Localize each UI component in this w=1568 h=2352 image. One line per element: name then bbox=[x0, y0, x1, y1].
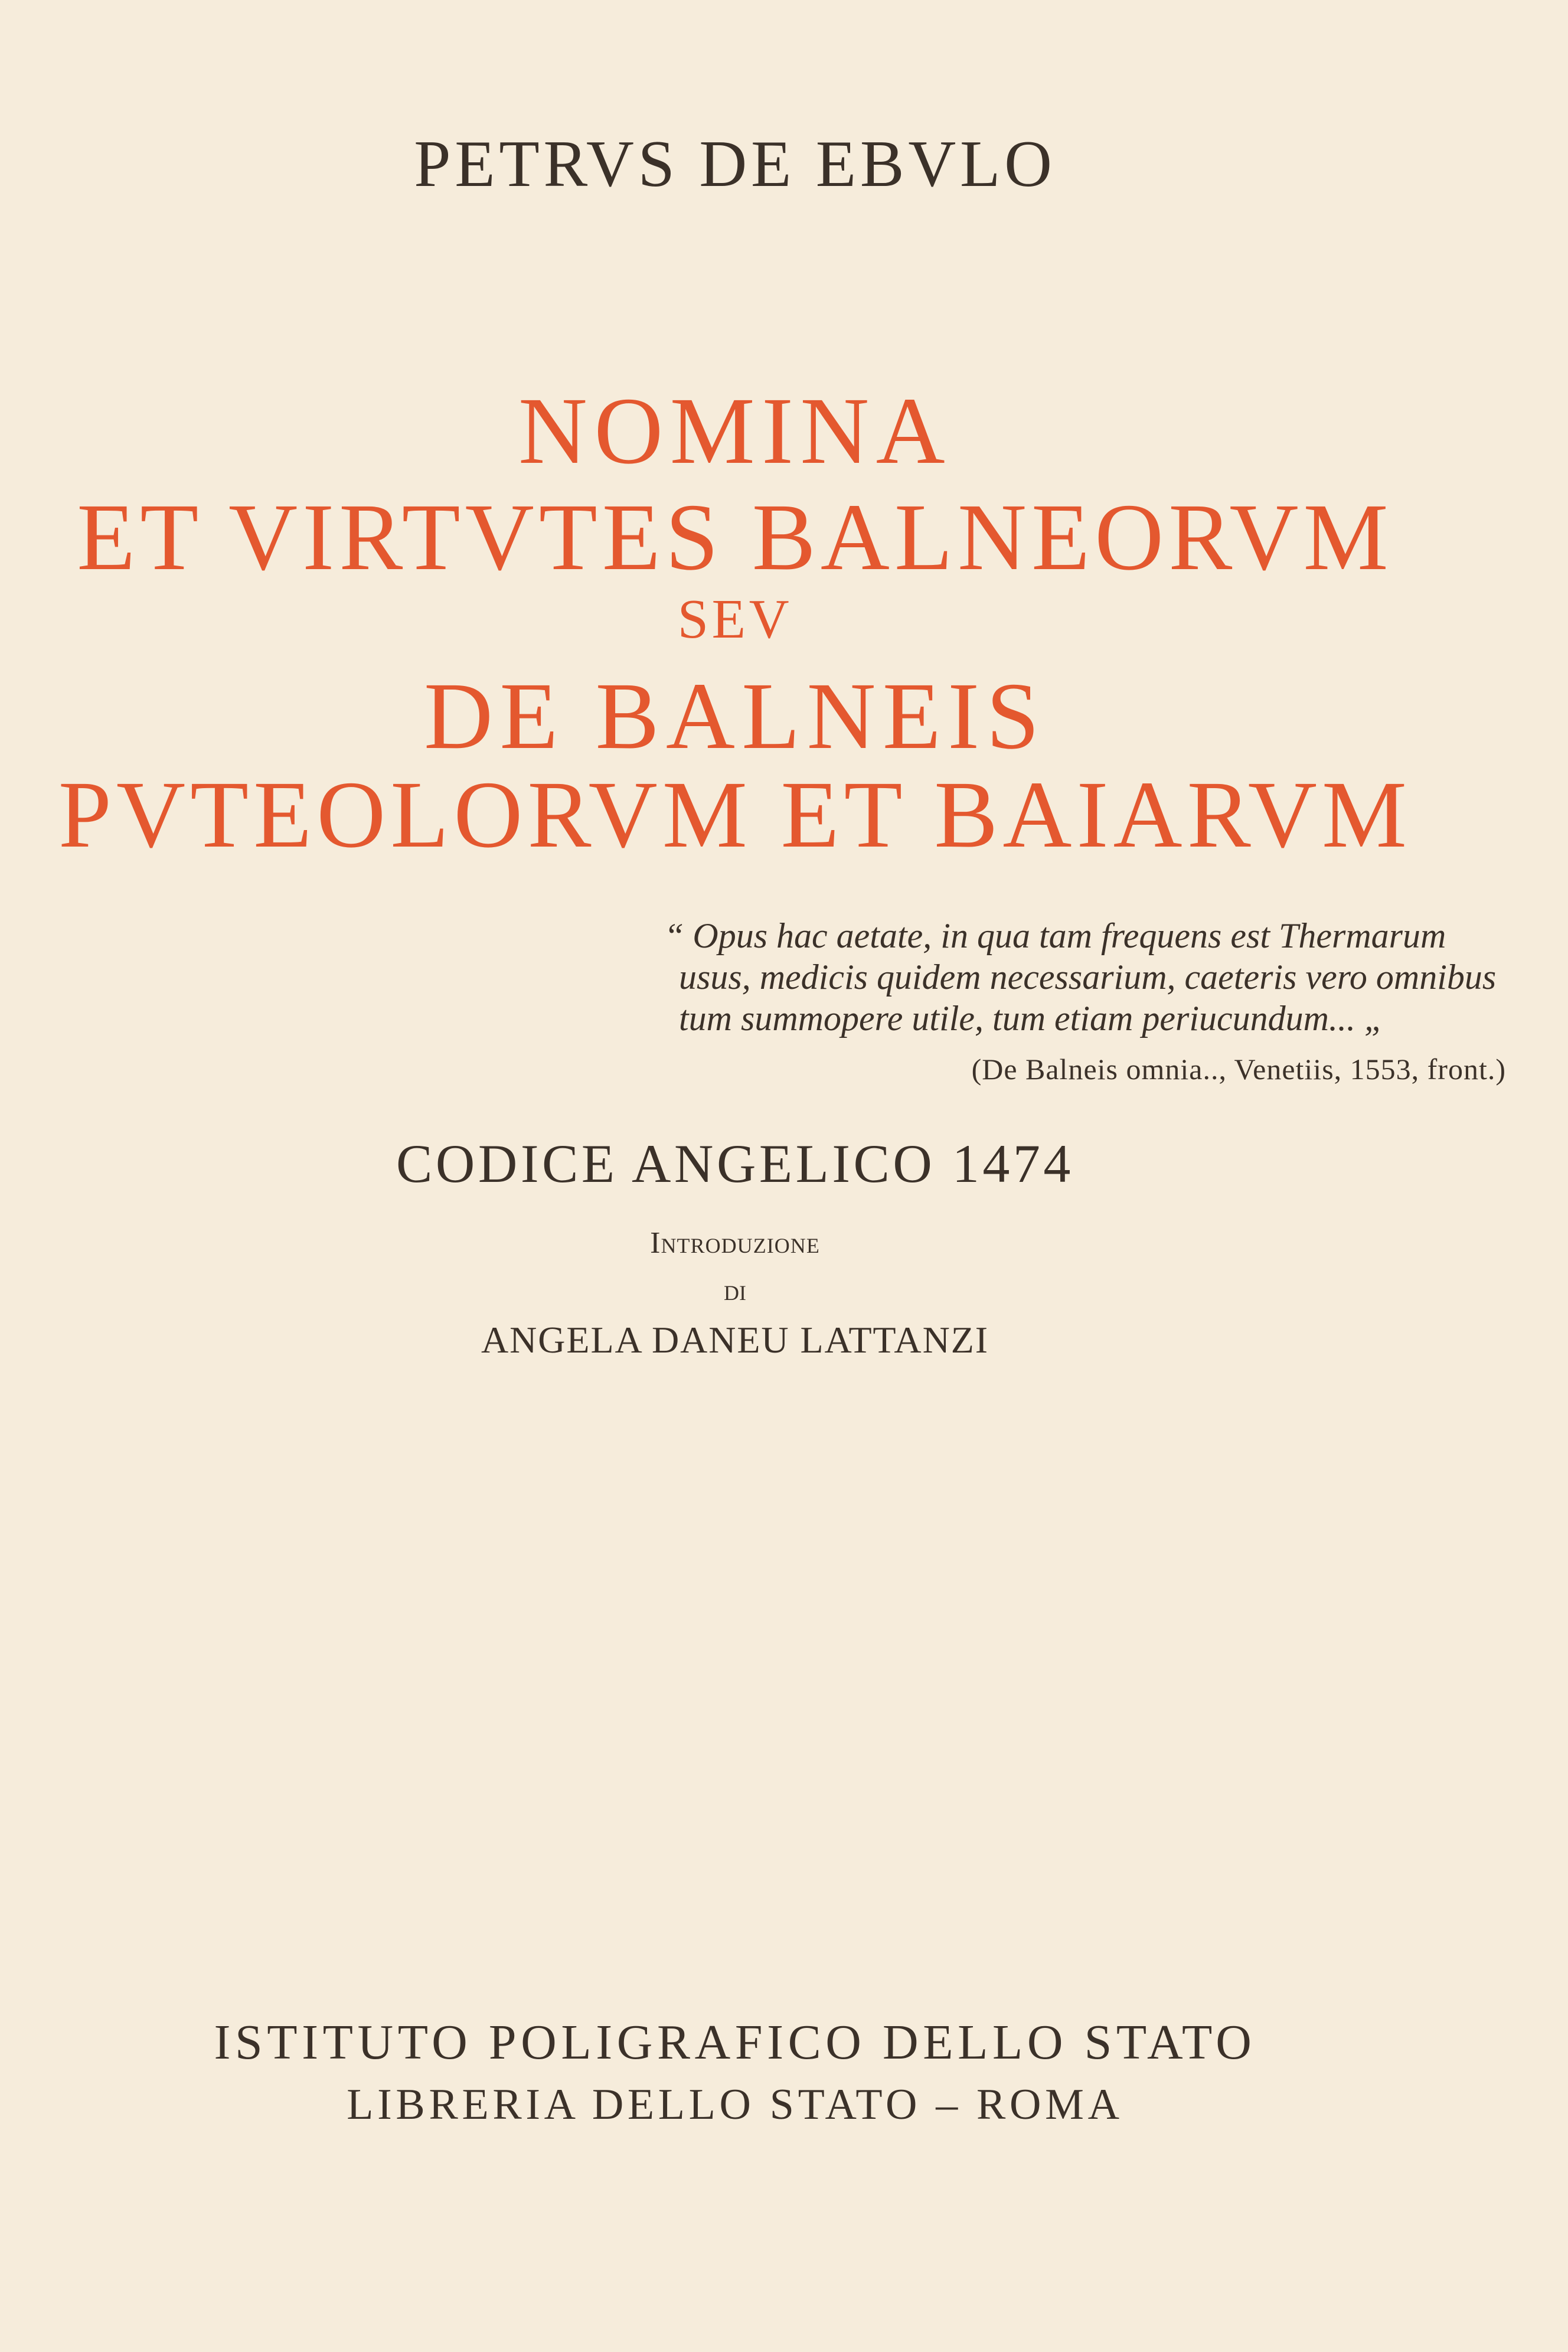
publisher-imprint: LIBRERIA DELLO STATO – ROMA bbox=[347, 2080, 1123, 2129]
title-line-5: PVTEOLORVM ET BAIARVM bbox=[58, 762, 1412, 868]
epigraph-line: usus, medicis quidem necessarium, caeteris vero omnibus bbox=[679, 958, 1497, 997]
epigraph-citation: (De Balneis omnia.., Venetiis, 1553, front.) bbox=[971, 1053, 1506, 1086]
introduction-label: Introduzione bbox=[650, 1226, 820, 1260]
introduction-author: ANGELA DANEU LATTANZI bbox=[481, 1319, 989, 1361]
title-line-3: SEV bbox=[677, 589, 793, 650]
epigraph-line: “ Opus hac aetate, in qua tam frequens est Thermarum bbox=[664, 916, 1446, 955]
title-line-2: ET VIRTVTES BALNEORVM bbox=[77, 485, 1393, 590]
title-line-4: DE BALNEIS bbox=[424, 664, 1046, 769]
publisher-name: ISTITUTO POLIGRAFICO DELLO STATO bbox=[214, 2015, 1256, 2070]
codex-title: CODICE ANGELICO 1474 bbox=[396, 1133, 1074, 1194]
title-line-1: NOMINA bbox=[518, 378, 952, 484]
author-name: PETRVS DE EBVLO bbox=[414, 128, 1056, 201]
epigraph-line: tum summopere utile, tum etiam periucundum... „ bbox=[679, 999, 1384, 1038]
introduction-by: di bbox=[724, 1273, 746, 1307]
